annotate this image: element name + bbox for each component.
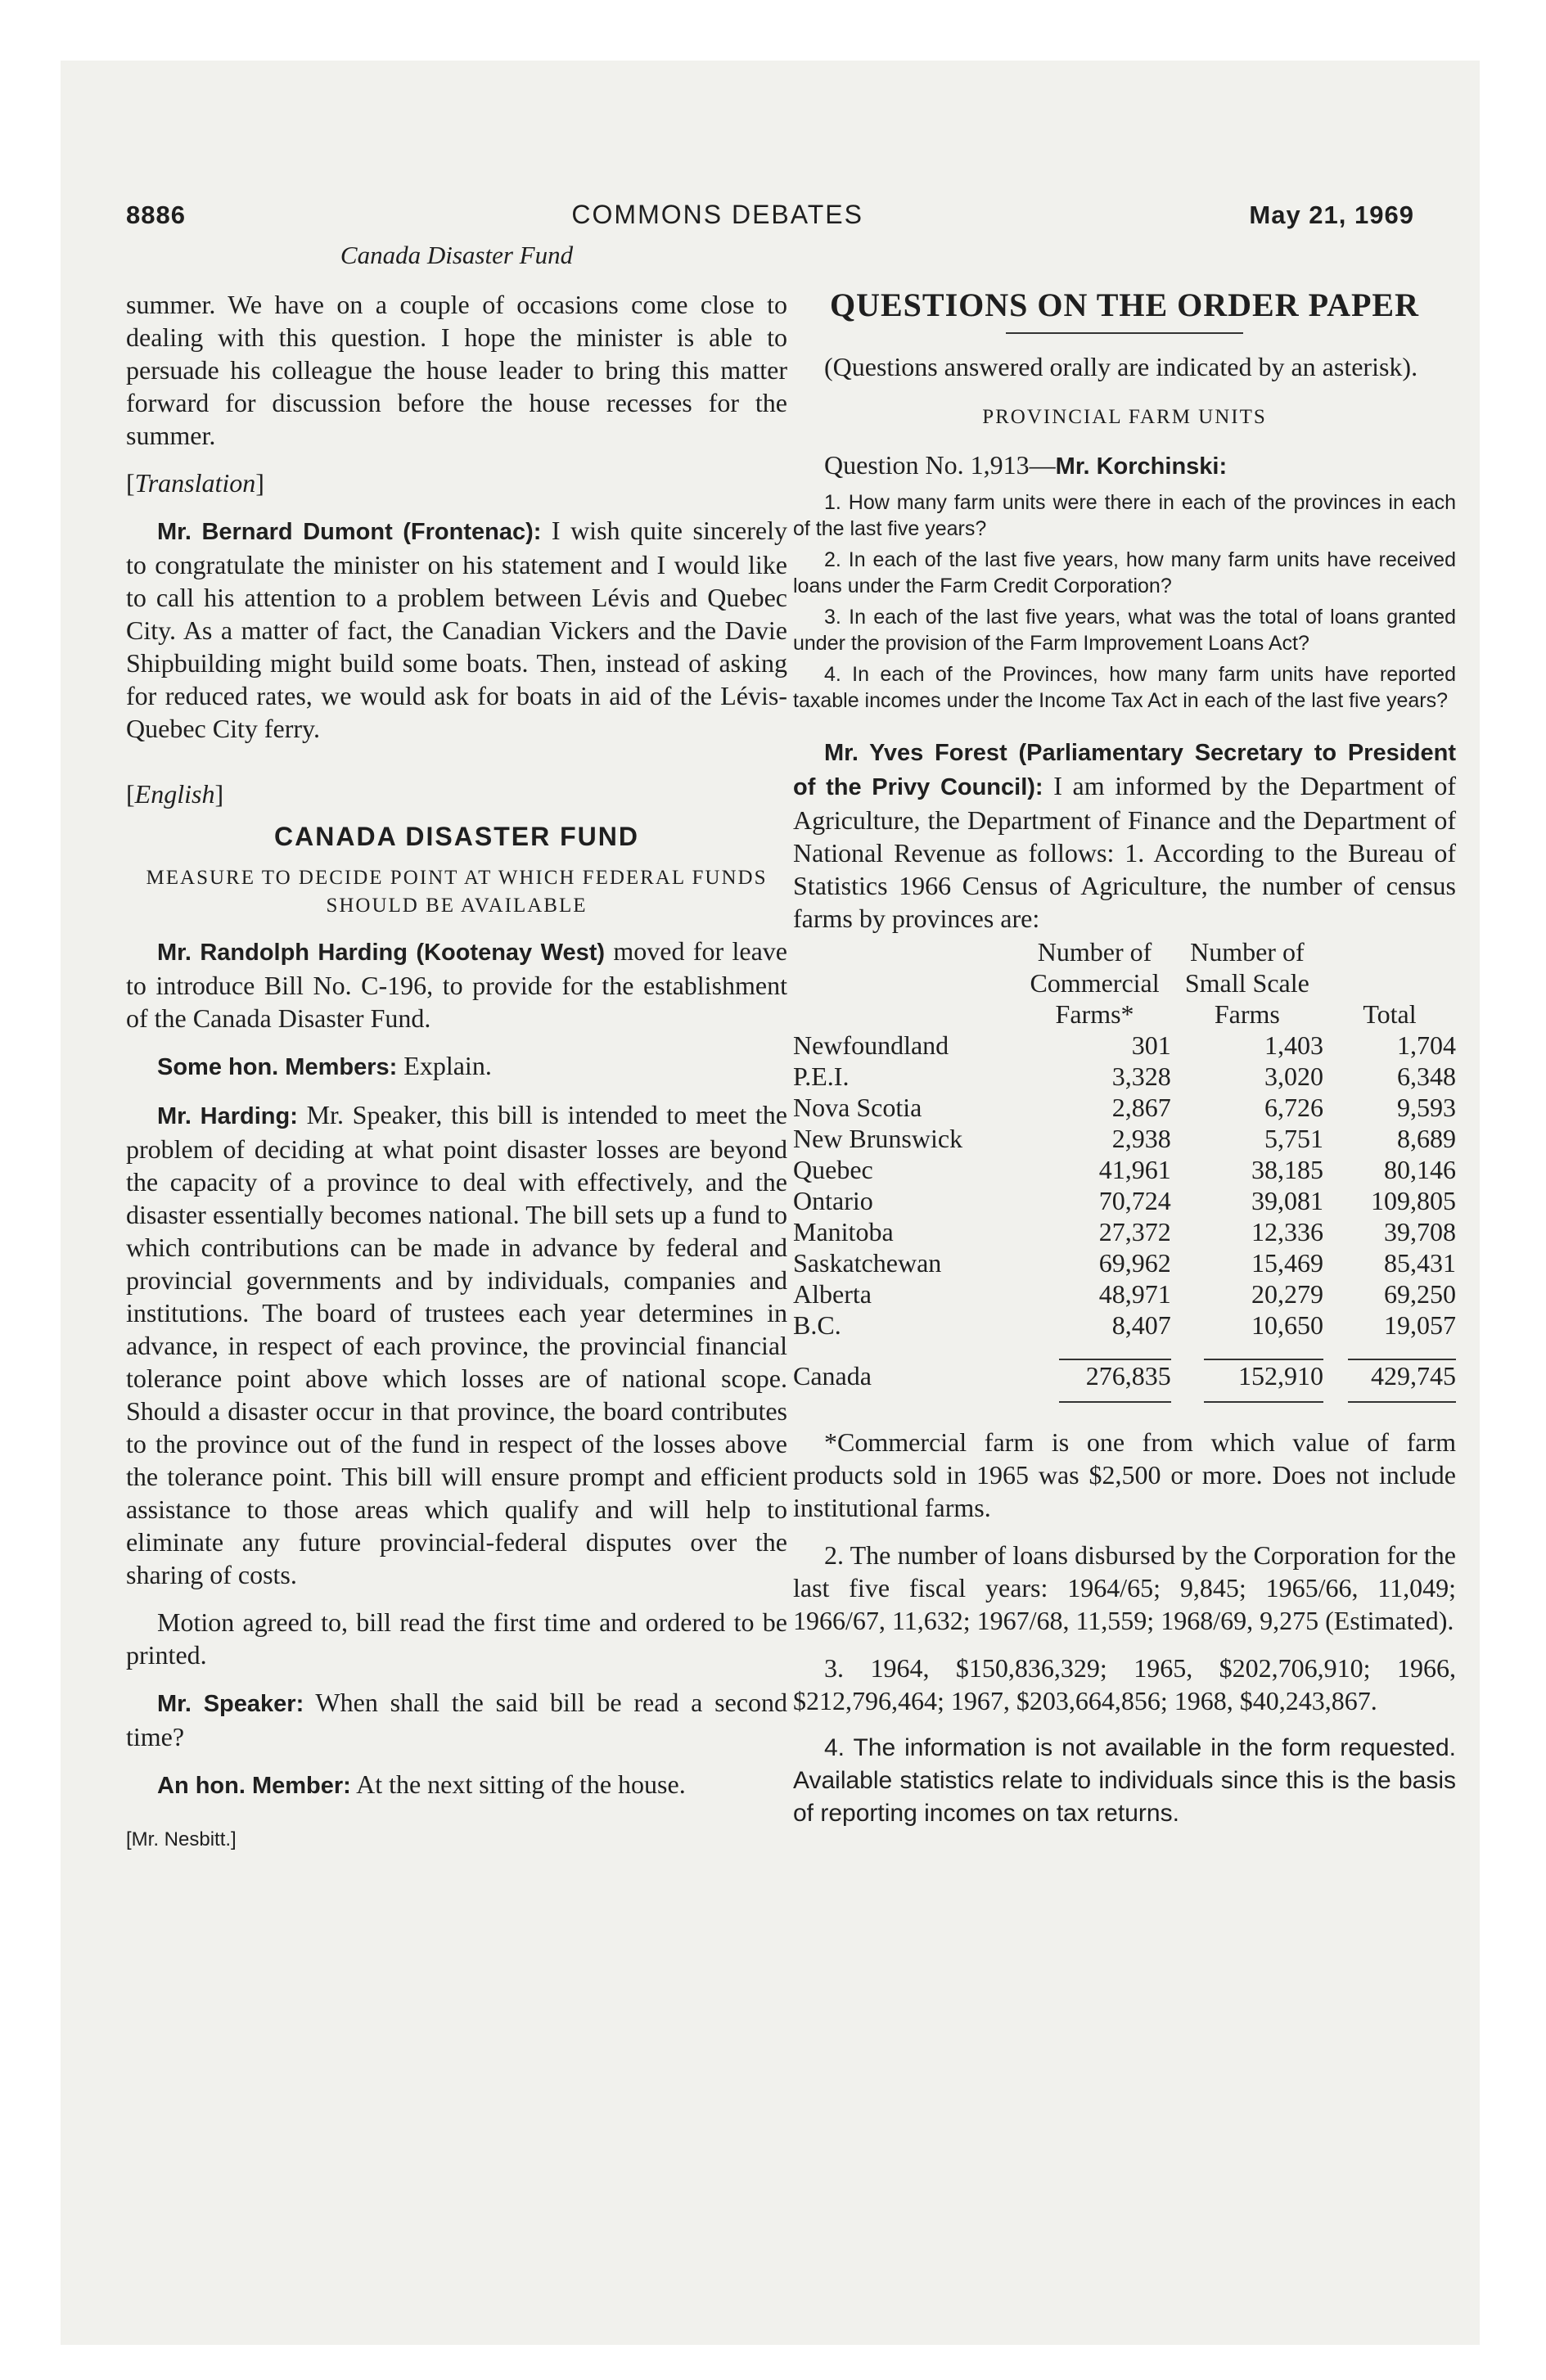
- cell-total: 80,146: [1384, 1155, 1456, 1184]
- publication-date: May 21, 1969: [1249, 201, 1414, 229]
- cell-province: Nova Scotia: [793, 1093, 922, 1122]
- table-row: [793, 1154, 1456, 1185]
- table-row: [793, 1216, 1456, 1247]
- questions-title: QUESTIONS ON THE ORDER PAPER: [830, 286, 1419, 323]
- table-total-row: [793, 1360, 1456, 1391]
- paragraph-summer: summer. We have on a couple of occasions come close to dealing with this question. I hope the minister is able to persuade his colleague the house leader to bring this matter forward for discussion before the house recesses for the summer.: [126, 290, 787, 450]
- total-total: 429,745: [1371, 1361, 1456, 1391]
- cell-small: 10,650: [1251, 1310, 1323, 1340]
- paragraph-hon-member: [126, 1768, 787, 1802]
- page-number: 8886: [126, 201, 186, 229]
- speaker-dumont: Mr. Bernard Dumont (Frontenac):: [157, 519, 542, 545]
- right-column: [793, 288, 1456, 1830]
- cell-small: 38,185: [1251, 1155, 1323, 1184]
- question-number: [793, 449, 1456, 483]
- header-small-line1: Number of: [1190, 937, 1305, 967]
- header-commercial-line1: Number of: [1037, 937, 1152, 967]
- running-head: Canada Disaster Fund: [340, 241, 574, 269]
- table-row: [793, 1092, 1456, 1123]
- paragraph-harding-explain: [126, 1098, 787, 1591]
- cell-commercial: 69,962: [1098, 1248, 1171, 1278]
- header-small-line2: Small Scale: [1184, 968, 1309, 998]
- total-province: Canada: [793, 1361, 872, 1391]
- cell-commercial: 41,961: [1098, 1155, 1171, 1184]
- census-farms-table: [793, 936, 1456, 1403]
- table-body: [793, 1030, 1456, 1341]
- cell-province: Manitoba: [793, 1217, 894, 1246]
- question-2: 2. In each of the last five years, how many farm units have received loans under the Farm Credit Corporation?: [793, 548, 1456, 597]
- table-row: [793, 1247, 1456, 1278]
- table-row: [793, 1123, 1456, 1154]
- table-row: [793, 1278, 1456, 1309]
- question-subject: PROVINCIAL FARM UNITS: [982, 406, 1267, 428]
- cell-province: B.C.: [793, 1310, 841, 1340]
- translation-label: Translation: [134, 468, 256, 498]
- answer-paragraph: [793, 735, 1456, 935]
- header-total-label: Total: [1363, 999, 1417, 1029]
- questions-note: (Questions answered orally are indicated by an asterisk).: [824, 352, 1418, 381]
- cell-small: 1,403: [1264, 1030, 1323, 1060]
- section-subtitle: MEASURE TO DECIDE POINT AT WHICH FEDERAL FUNDS SHOULD BE AVAILABLE: [146, 867, 768, 917]
- publication-title: COMMONS DEBATES: [571, 200, 863, 229]
- members-text: Explain.: [397, 1051, 492, 1080]
- answer-2: 2. The number of loans disbursed by the Corporation for the last five fiscal years: 1964/65; 9,845; 1965/66, 11,049; 1966/67, 11,632; 1967/68, 11,559; 1968/69, 9,275 (Estimated).: [793, 1540, 1456, 1635]
- dumont-text: I wish quite sincerely to congratulate the minister on his statement and I would like to call his attention to a problem between Lévis and Quebec City. As a matter of fact, the Canadian Vickers and the Davie Shipbuilding might build some boats. Then, instead of asking for reduced rates, we would ask for boats in aid of the Lévis-Quebec City ferry.: [126, 516, 787, 743]
- speaker-members: Some hon. Members:: [157, 1054, 398, 1080]
- cell-commercial: 27,372: [1098, 1217, 1171, 1246]
- paragraph-motion: Motion agreed to, bill read the first time and ordered to be printed.: [126, 1607, 787, 1670]
- table-row: [793, 1185, 1456, 1216]
- cell-small: 15,469: [1251, 1248, 1323, 1278]
- cell-total: 19,057: [1384, 1310, 1456, 1340]
- cell-province: Saskatchewan: [793, 1248, 942, 1278]
- answer-text: I am informed by the Department of Agriculture, the Department of Finance and the Department of National Revenue as follows: 1. According to the Bureau of Statistics 1966 Census of Agriculture, the number of census farms by provinces are:: [793, 771, 1456, 933]
- cell-total: 85,431: [1384, 1248, 1456, 1278]
- section-title: CANADA DISASTER FUND: [274, 822, 639, 851]
- left-column: [126, 241, 788, 1856]
- speaker-harding: Mr. Randolph Harding (Kootenay West): [157, 940, 606, 966]
- page-header: [126, 200, 1414, 232]
- table-row: [793, 1309, 1456, 1341]
- harding-explain-text: Mr. Speaker, this bill is intended to meet the problem of deciding at what point disaster losses are beyond the capacity of a province to deal with effectively, and the disaster essentially becomes national. The bill sets up a fund to which contributions can be made in advance by federal and provincial governments and by individuals, companies and institutions. The board of trustees each year determines in advance, in respect of each province, the provincial financial tolerance point above which losses are of national scope. Should a disaster occur in that province, the board contributes to the province out of the fund in respect of the losses above the tolerance point. This bill will ensure prompt and efficient assistance to those areas which qualify and will help to eliminate any future provincial-federal disputes over the sharing of costs.: [126, 1100, 788, 1589]
- cell-province: Newfoundland: [793, 1030, 949, 1060]
- paragraph-members: [126, 1049, 787, 1084]
- cell-small: 20,279: [1251, 1279, 1323, 1309]
- header-total: [1323, 936, 1456, 1030]
- cell-province: New Brunswick: [793, 1124, 963, 1153]
- cell-province: Ontario: [793, 1186, 873, 1215]
- cell-commercial: 2,867: [1111, 1093, 1171, 1122]
- hon-member-text: At the next sitting of the house.: [350, 1769, 686, 1799]
- total-commercial: 276,835: [1085, 1361, 1171, 1391]
- cell-small: 5,751: [1264, 1124, 1323, 1153]
- question-prefix: Question No. 1,913—: [824, 450, 1056, 480]
- paragraph-dumont: [126, 514, 787, 745]
- cell-province: Quebec: [793, 1155, 873, 1184]
- paragraph-harding-motion: [126, 935, 787, 1034]
- cell-commercial: 3,328: [1111, 1062, 1171, 1091]
- footer-attribution: [Mr. Nesbitt.]: [126, 1828, 237, 1850]
- table-row: [793, 1030, 1456, 1061]
- header-commercial-line3: Farms*: [1055, 999, 1134, 1029]
- cell-small: 39,081: [1251, 1186, 1323, 1215]
- question-4: 4. In each of the Provinces, how many farm units have reported taxable incomes under the Income Tax Act in each of the last five years?: [793, 663, 1456, 712]
- question-1: 1. How many farm units were there in each of the provinces in each of the last five years?: [793, 491, 1456, 540]
- speaker-mr-speaker: Mr. Speaker:: [157, 1691, 304, 1717]
- cell-total: 69,250: [1384, 1279, 1456, 1309]
- cell-commercial: 301: [1131, 1030, 1171, 1060]
- cell-total: 109,805: [1371, 1186, 1456, 1215]
- table-row: [793, 1061, 1456, 1092]
- speaker-text: When shall the said bill be read a second time?: [126, 1688, 787, 1751]
- cell-small: 12,336: [1251, 1217, 1323, 1246]
- speaker-harding-2: Mr. Harding:: [157, 1103, 298, 1129]
- cell-commercial: 70,724: [1098, 1186, 1171, 1215]
- cell-province: P.E.I.: [793, 1062, 850, 1091]
- title-rule: [1006, 332, 1243, 334]
- page: [61, 61, 1480, 2345]
- cell-total: 8,689: [1397, 1124, 1456, 1153]
- footnote-commercial: *Commercial farm is one from which value of farm products sold in 1965 was $2,500 or more. Does not include institutional farms.: [793, 1427, 1456, 1522]
- table-total-section: [793, 1341, 1456, 1403]
- cell-total: 1,704: [1397, 1030, 1456, 1060]
- english-label: English: [134, 779, 215, 809]
- answer-speaker: Mr. Yves Forest (Parliamentary Secretary to President of the Privy Council):: [793, 740, 1456, 800]
- question-member: Mr. Korchinski:: [1055, 453, 1228, 480]
- speaker-hon-member: An hon. Member:: [157, 1773, 351, 1799]
- header-small-scale: [1171, 936, 1323, 1030]
- header-commercial-line2: Commercial: [1030, 968, 1160, 998]
- translation-tag: [Translation]: [126, 468, 264, 498]
- answer-4: 4. The information is not available in the form requested. Available statistics relate to individuals since this is the basis of reporting incomes on tax returns.: [793, 1734, 1456, 1827]
- rule-row-bottom: [793, 1391, 1456, 1403]
- answer-3: 3. 1964, $150,836,329; 1965, $202,706,910; 1966, $212,796,464; 1967, $203,664,856; 1968, $40,243,867.: [793, 1653, 1456, 1715]
- cell-total: 39,708: [1384, 1217, 1456, 1246]
- cell-total: 9,593: [1397, 1093, 1456, 1122]
- cell-commercial: 8,407: [1111, 1310, 1171, 1340]
- header-commercial: [1018, 936, 1170, 1030]
- cell-total: 6,348: [1397, 1062, 1456, 1091]
- cell-small: 6,726: [1264, 1093, 1323, 1122]
- cell-province: Alberta: [793, 1279, 872, 1309]
- cell-small: 3,020: [1264, 1062, 1323, 1091]
- total-small: 152,910: [1237, 1361, 1323, 1391]
- paragraph-speaker: [126, 1686, 787, 1753]
- cell-commercial: 48,971: [1098, 1279, 1171, 1309]
- harding-motion-text: moved for leave to introduce Bill No. C-196, to provide for the establishment of the Canada Disaster Fund.: [126, 936, 788, 1033]
- question-3: 3. In each of the last five years, what was the total of loans granted under the provision of the Farm Improvement Loans Act?: [793, 606, 1456, 655]
- rule-row-top: [793, 1341, 1456, 1360]
- header-small-line3: Farms: [1214, 999, 1280, 1029]
- cell-commercial: 2,938: [1111, 1124, 1171, 1153]
- english-tag: [English]: [126, 779, 224, 809]
